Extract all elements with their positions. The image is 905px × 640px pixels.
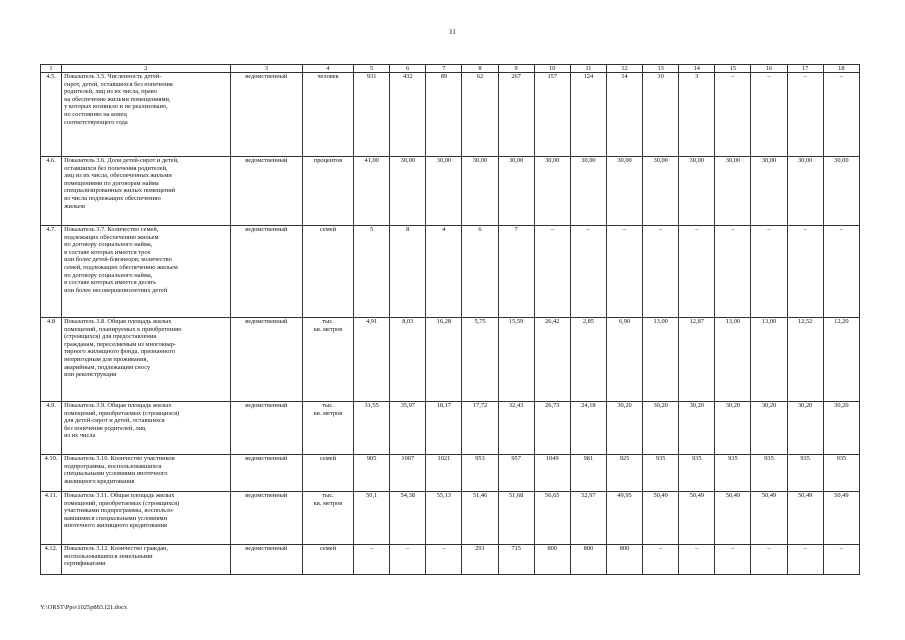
- value-cell: 30,00: [715, 157, 751, 226]
- data-source: ведомственный: [230, 318, 302, 402]
- header-cell: 17: [787, 65, 823, 73]
- value-cell: 15,59: [498, 318, 534, 402]
- value-cell: 1049: [534, 455, 570, 492]
- value-cell: 935: [787, 455, 823, 492]
- value-cell: –: [679, 545, 715, 575]
- value-cell: 12,20: [823, 318, 859, 402]
- value-cell: –: [823, 545, 859, 575]
- header-cell: 9: [498, 65, 534, 73]
- value-cell: –: [751, 226, 787, 318]
- table-row: [41, 73, 860, 157]
- value-cell: 51,68: [498, 492, 534, 545]
- value-cell: –: [751, 73, 787, 157]
- value-cell: 800: [606, 545, 642, 575]
- value-cell: 30,00: [390, 157, 426, 226]
- value-cell: 30,20: [679, 402, 715, 455]
- table-row: [41, 402, 860, 455]
- header-cell: 15: [715, 65, 751, 73]
- data-source: ведомственный: [230, 455, 302, 492]
- data-source: ведомственный: [230, 73, 302, 157]
- indicator-name: Показатель 3.7. Количество семей, подлежащих обеспечению жильем по договору социального найма, в составе которых имеется трое или более детей-близнецов; количество семей, подлежащих обеспечению жильем по договору социального найма, в составе которых имеется десять или более несовершеннолетних детей: [62, 226, 231, 318]
- value-cell: 800: [570, 545, 606, 575]
- value-cell: 4,91: [354, 318, 390, 402]
- value-cell: 30,20: [787, 402, 823, 455]
- value-cell: 62: [462, 73, 498, 157]
- value-cell: 13,00: [751, 318, 787, 402]
- table-header: [41, 65, 860, 73]
- table-row: [41, 157, 860, 226]
- value-cell: –: [679, 226, 715, 318]
- row-number: 4.9.: [41, 402, 62, 455]
- unit-of-measure: тыс. кв. метров: [302, 318, 353, 402]
- header-cell: 7: [426, 65, 462, 73]
- header-cell: 6: [390, 65, 426, 73]
- indicator-name: Показатель 3.9. Общая площадь жилых помещений, приобретаемых (строящихся) для детей-сирот и детей, оставшихся без попечения родителей, лиц из их числа: [62, 402, 231, 455]
- header-row: [41, 65, 860, 73]
- row-number: 4.12.: [41, 545, 62, 575]
- value-cell: 50,49: [679, 492, 715, 545]
- header-cell: 4: [302, 65, 353, 73]
- unit-of-measure: семей: [302, 226, 353, 318]
- indicator-name: Показатель 3.8. Общая площадь жилых помещений, планируемых к приобретению (строящихся) для предоставления гражданам, переселяемым из многоквар- тирного жилищного фонда, признанного непригодным для проживания, аварийным, подлежащим сносу или реконструкции: [62, 318, 231, 402]
- value-cell: 13,00: [643, 318, 679, 402]
- value-cell: 52,97: [570, 492, 606, 545]
- value-cell: –: [390, 545, 426, 575]
- indicators-table: [40, 64, 860, 575]
- value-cell: –: [606, 226, 642, 318]
- value-cell: 17,72: [462, 402, 498, 455]
- data-source: ведомственный: [230, 402, 302, 455]
- header-cell: 8: [462, 65, 498, 73]
- value-cell: 2,85: [570, 318, 606, 402]
- unit-of-measure: человек: [302, 73, 353, 157]
- value-cell: –: [354, 545, 390, 575]
- value-cell: –: [426, 545, 462, 575]
- value-cell: 41,00: [354, 157, 390, 226]
- value-cell: –: [643, 545, 679, 575]
- header-cell: 10: [534, 65, 570, 73]
- header-cell: 13: [643, 65, 679, 73]
- data-source: ведомственный: [230, 226, 302, 318]
- table-row: [41, 318, 860, 402]
- unit-of-measure: семей: [302, 455, 353, 492]
- page-number: 11: [449, 28, 456, 36]
- value-cell: 50,49: [751, 492, 787, 545]
- header-cell: 5: [354, 65, 390, 73]
- value-cell: 30,20: [606, 402, 642, 455]
- value-cell: 89: [426, 73, 462, 157]
- value-cell: –: [823, 73, 859, 157]
- value-cell: –: [643, 226, 679, 318]
- value-cell: 30,00: [823, 157, 859, 226]
- indicator-name: Показатель 3.5. Численность детей- сирот, детей, оставшихся без попечения родителей, лиц из их числа, право на обеспечение жильми помещениями, у которых возникло и не реализовано, по состоянию на конец соответствующего года: [62, 73, 231, 157]
- table-body: [41, 73, 860, 575]
- value-cell: 55,13: [426, 492, 462, 545]
- row-number: 4.7.: [41, 226, 62, 318]
- value-cell: 32,43: [498, 402, 534, 455]
- value-cell: 18,17: [426, 402, 462, 455]
- header-cell: 12: [606, 65, 642, 73]
- value-cell: 14: [606, 73, 642, 157]
- unit-of-measure: тыс. кв. метров: [302, 402, 353, 455]
- value-cell: 3: [679, 73, 715, 157]
- value-cell: 124: [570, 73, 606, 157]
- value-cell: 800: [534, 545, 570, 575]
- value-cell: –: [787, 545, 823, 575]
- value-cell: 7: [498, 226, 534, 318]
- header-cell: 14: [679, 65, 715, 73]
- row-number: 4.5.: [41, 73, 62, 157]
- value-cell: 935: [715, 455, 751, 492]
- value-cell: 50,49: [715, 492, 751, 545]
- header-cell: 1: [41, 65, 62, 73]
- value-cell: 935: [823, 455, 859, 492]
- value-cell: 50,49: [643, 492, 679, 545]
- value-cell: 10: [643, 73, 679, 157]
- unit-of-measure: тыс. кв. метров: [302, 492, 353, 545]
- value-cell: 30,00: [570, 157, 606, 226]
- value-cell: 30,00: [462, 157, 498, 226]
- value-cell: 30,20: [715, 402, 751, 455]
- header-cell: 3: [230, 65, 302, 73]
- value-cell: 30,00: [787, 157, 823, 226]
- value-cell: –: [751, 545, 787, 575]
- indicators-table-wrap: [40, 64, 860, 575]
- value-cell: 13,00: [715, 318, 751, 402]
- value-cell: 157: [534, 73, 570, 157]
- value-cell: –: [715, 226, 751, 318]
- value-cell: 54,38: [390, 492, 426, 545]
- header-cell: 16: [751, 65, 787, 73]
- table-row: [41, 545, 860, 575]
- value-cell: 8: [390, 226, 426, 318]
- value-cell: 12,52: [787, 318, 823, 402]
- value-cell: 935: [679, 455, 715, 492]
- value-cell: 953: [462, 455, 498, 492]
- value-cell: 30,20: [751, 402, 787, 455]
- value-cell: 715: [498, 545, 534, 575]
- value-cell: 935: [751, 455, 787, 492]
- value-cell: 931: [354, 73, 390, 157]
- indicator-name: Показатель 3.11. Общая площадь жилых помещений, приобретаемых (строящихся) участниками подпрограммы, воспользо- вавшимися специальными условиями ипотечного жилищного кредитования: [62, 492, 231, 545]
- value-cell: –: [534, 226, 570, 318]
- value-cell: 5,75: [462, 318, 498, 402]
- value-cell: 30,00: [426, 157, 462, 226]
- value-cell: 925: [606, 455, 642, 492]
- indicator-name: Показатель 3.12. Количество граждан, воспользовавшихся земельными сертификатами: [62, 545, 231, 575]
- value-cell: 35,97: [390, 402, 426, 455]
- value-cell: 6: [462, 226, 498, 318]
- value-cell: 30,20: [643, 402, 679, 455]
- value-cell: 291: [462, 545, 498, 575]
- table-row: [41, 492, 860, 545]
- data-source: ведомственный: [230, 492, 302, 545]
- unit-of-measure: семей: [302, 545, 353, 575]
- value-cell: 50,1: [354, 492, 390, 545]
- value-cell: 1021: [426, 455, 462, 492]
- value-cell: 4: [426, 226, 462, 318]
- value-cell: –: [715, 73, 751, 157]
- row-number: 4.6.: [41, 157, 62, 226]
- value-cell: 56,65: [534, 492, 570, 545]
- row-number: 4.10.: [41, 455, 62, 492]
- data-source: ведомственный: [230, 157, 302, 226]
- value-cell: 31,55: [354, 402, 390, 455]
- value-cell: –: [715, 545, 751, 575]
- value-cell: 26,73: [534, 402, 570, 455]
- value-cell: 30,00: [606, 157, 642, 226]
- header-cell: 2: [62, 65, 231, 73]
- value-cell: 49,95: [606, 492, 642, 545]
- value-cell: 30,00: [498, 157, 534, 226]
- value-cell: 905: [354, 455, 390, 492]
- value-cell: 50,49: [787, 492, 823, 545]
- row-number: 4.8: [41, 318, 62, 402]
- value-cell: 12,87: [679, 318, 715, 402]
- value-cell: 30,00: [679, 157, 715, 226]
- value-cell: 1007: [390, 455, 426, 492]
- value-cell: 24,18: [570, 402, 606, 455]
- value-cell: 935: [643, 455, 679, 492]
- value-cell: –: [823, 226, 859, 318]
- value-cell: 26,42: [534, 318, 570, 402]
- footer-file-path: Y:\ORST\Ppo\1025p883.f21.docx: [40, 604, 128, 611]
- row-number: 4.11.: [41, 492, 62, 545]
- value-cell: 30,20: [823, 402, 859, 455]
- unit-of-measure: процентов: [302, 157, 353, 226]
- value-cell: 16,28: [426, 318, 462, 402]
- value-cell: 30,00: [643, 157, 679, 226]
- value-cell: 267: [498, 73, 534, 157]
- table-row: [41, 226, 860, 318]
- data-source: ведомственный: [230, 545, 302, 575]
- indicator-name: Показатель 3.10. Количество участников подпрограммы, воспользовавшихся специальными условиями ипотечного жилищного кредитования: [62, 455, 231, 492]
- value-cell: –: [787, 73, 823, 157]
- value-cell: 957: [498, 455, 534, 492]
- header-cell: 18: [823, 65, 859, 73]
- value-cell: 50,49: [823, 492, 859, 545]
- value-cell: 981: [570, 455, 606, 492]
- value-cell: 5: [354, 226, 390, 318]
- value-cell: 30,00: [751, 157, 787, 226]
- value-cell: 432: [390, 73, 426, 157]
- table-row: [41, 455, 860, 492]
- value-cell: –: [570, 226, 606, 318]
- value-cell: 6,90: [606, 318, 642, 402]
- indicator-name: Показатель 3.6. Доля детей-сирот и детей, оставшихся без попечения родителей, лиц из их числа, обеспеченных жильми помещениями по договорам найма специализированных жилых помещений из числа подлежащих обеспечению жильем: [62, 157, 231, 226]
- value-cell: –: [787, 226, 823, 318]
- value-cell: 8,03: [390, 318, 426, 402]
- value-cell: 51,46: [462, 492, 498, 545]
- header-cell: 11: [570, 65, 606, 73]
- value-cell: 30,00: [534, 157, 570, 226]
